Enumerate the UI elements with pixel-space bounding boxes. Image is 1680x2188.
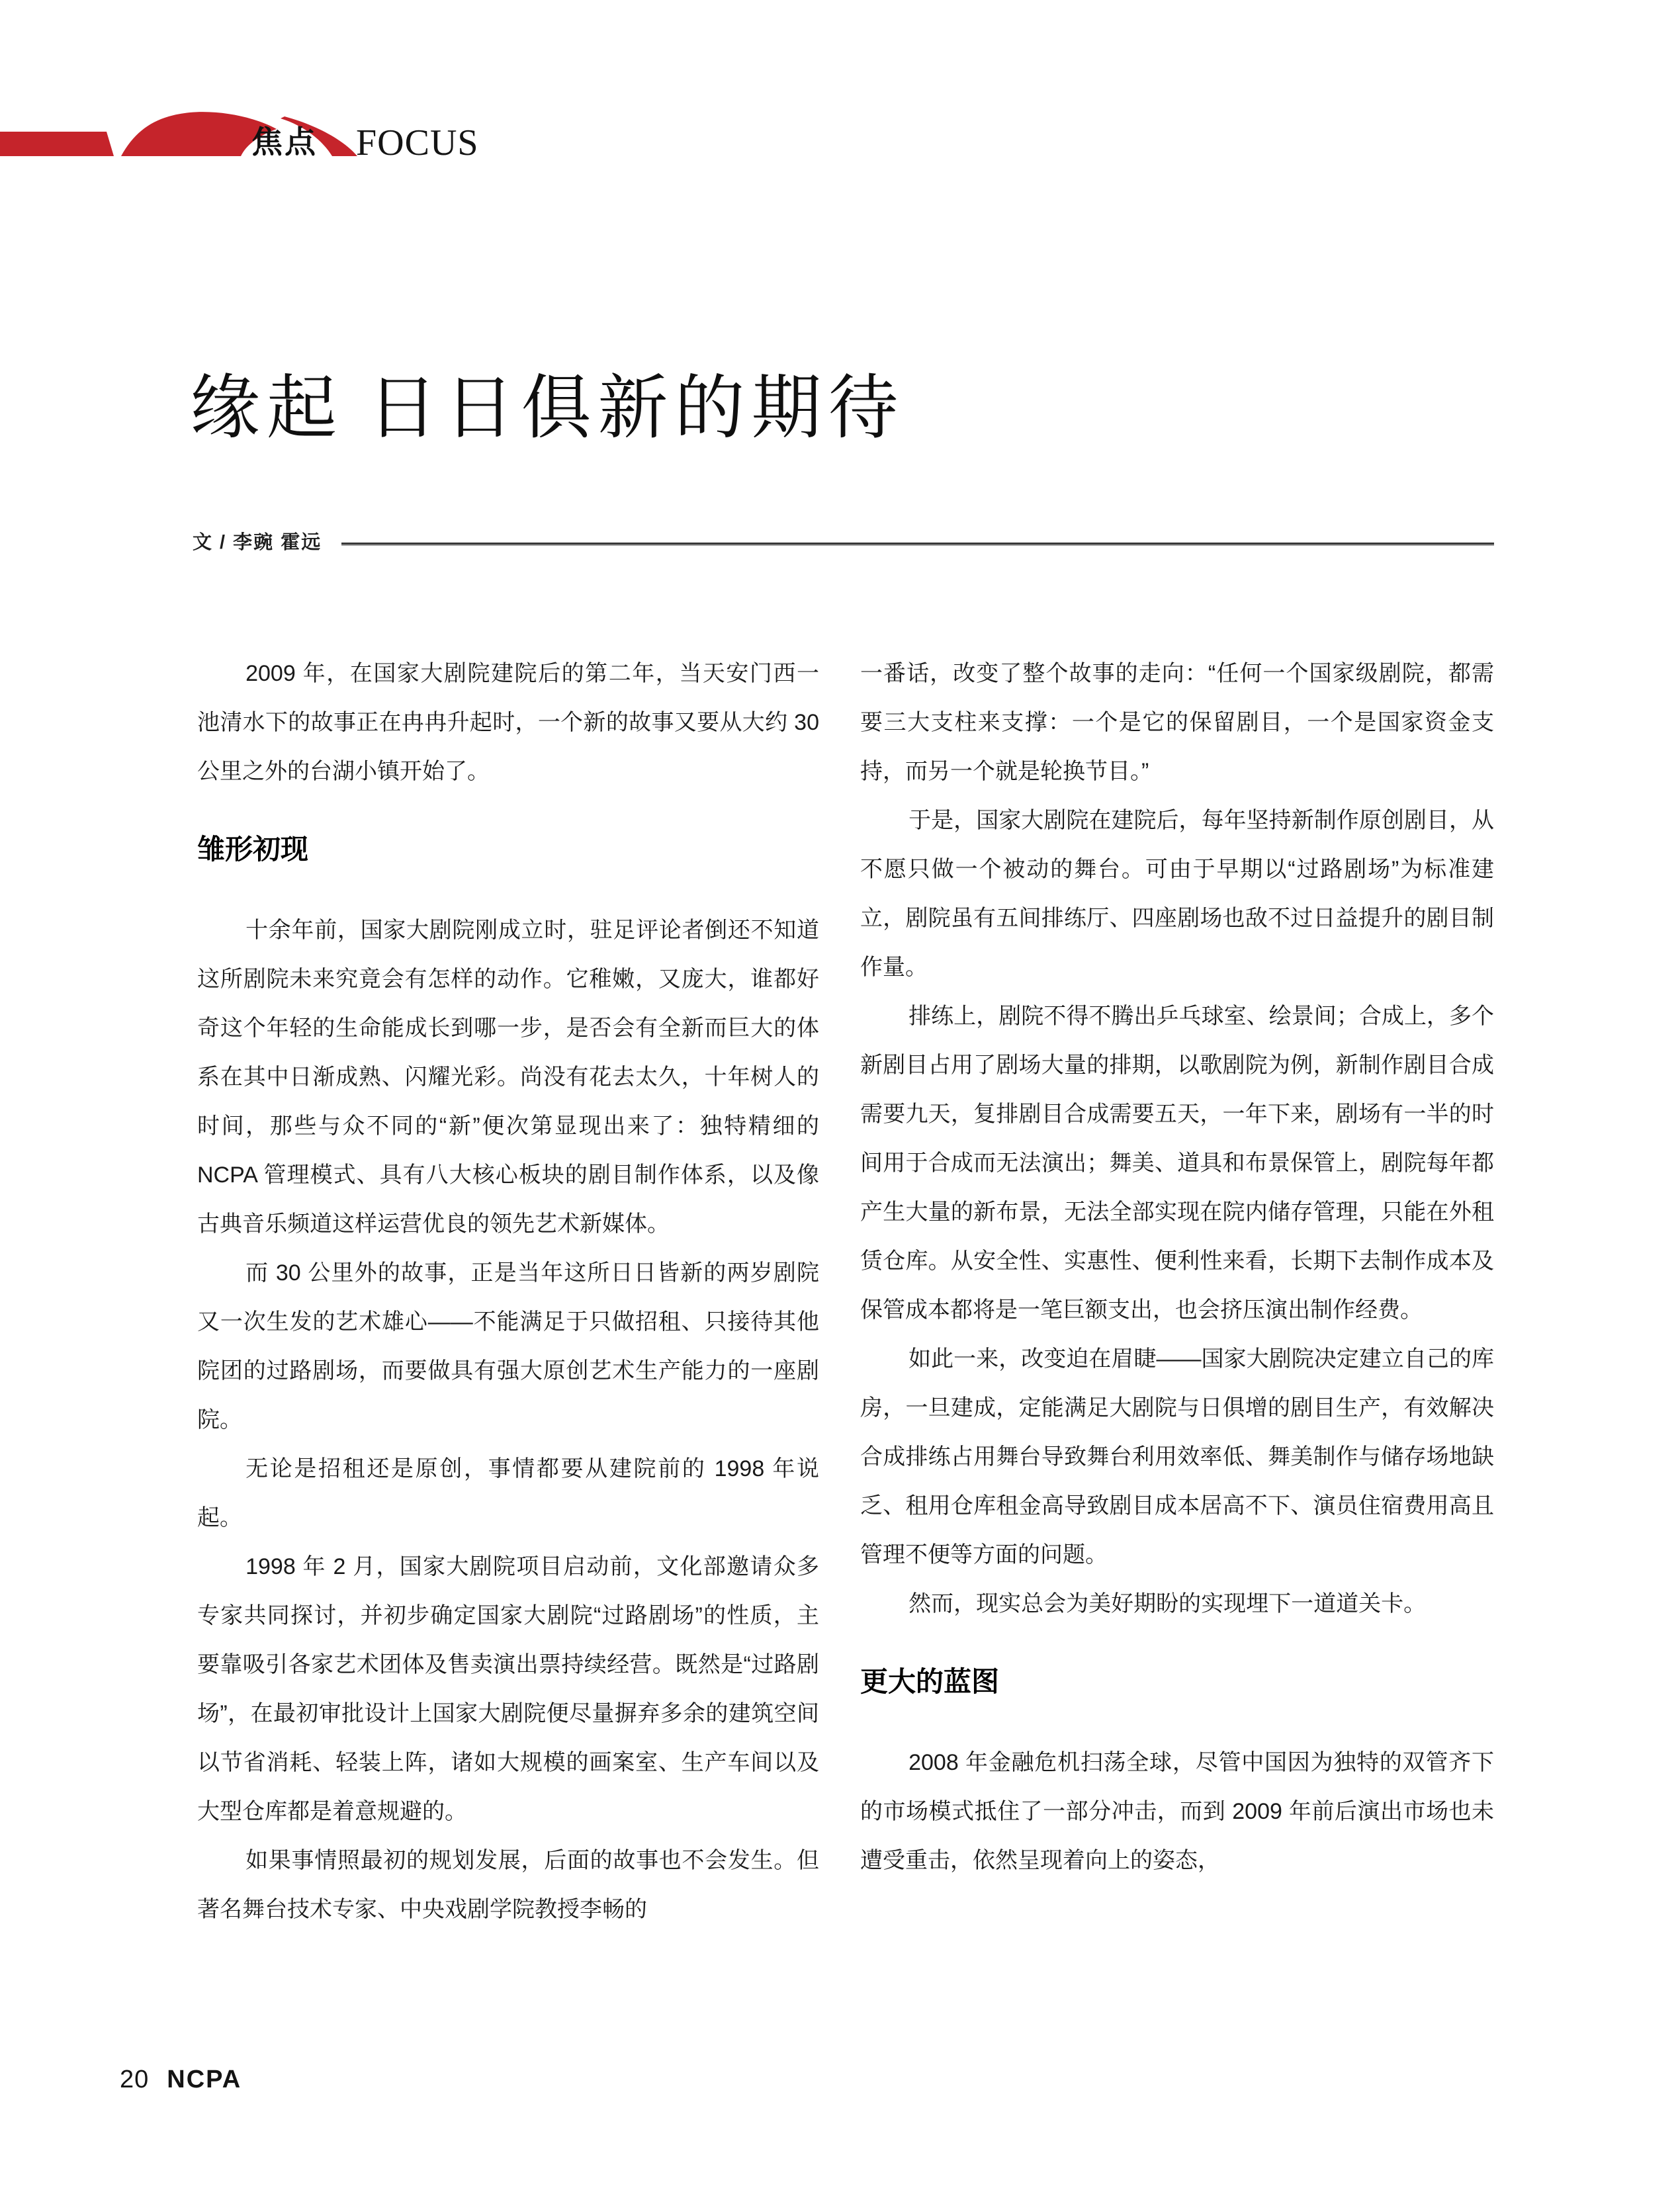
article-title: 缘起 日日俱新的期待 xyxy=(190,370,905,447)
section-tag-cn: 焦点 xyxy=(251,124,318,159)
byline-rule xyxy=(341,543,1494,546)
left-column xyxy=(197,649,819,1934)
section-subheading: 更大的蓝图 xyxy=(860,1666,1000,1697)
section-tag-en: FOCUS xyxy=(356,122,479,163)
body-paragraph: 然而，现实总会为美好期盼的实现埋下一道道关卡。 xyxy=(908,1591,1427,1616)
page-number: 20 xyxy=(120,2066,150,2093)
focus-section-banner xyxy=(0,111,503,171)
body-paragraph: 1998 年 2 月，国家大剧院项目启动前，文化部邀请众多专家共同探讨，并初步确定国家大剧院“过路剧场”的性质，主要靠吸引各家艺术团体及售卖演出票持续经营。既然是“过路剧场”，在最初审批设计上国家大剧院便尽量摒弃多余的建筑空间以节省消耗、轻装上阵，诸如大规模的画案室、生产车间以及大型仓库都是着意规避的。 xyxy=(197,1554,819,1824)
body-paragraph: 如果事情照最初的规划发展，后面的故事也不会发生。但著名舞台技术专家、中央戏剧学院教授李畅的 xyxy=(197,1848,819,1922)
page-footer xyxy=(120,2066,242,2094)
red-bar-shape xyxy=(0,132,114,156)
body-paragraph: 于是，国家大剧院在建院后，每年坚持新制作原创剧目，从不愿只做一个被动的舞台。可由于早期以“过路剧场”为标准建立，剧院虽有五间排练厅、四座剧场也敌不过日益提升的剧目制作量。 xyxy=(860,808,1494,980)
body-paragraph: 无论是招租还是原创，事情都要从建院前的 1998 年说起。 xyxy=(197,1456,819,1530)
body-paragraph: 十余年前，国家大剧院刚成立时，驻足评论者倒还不知道这所剧院未来究竟会有怎样的动作。它稚嫩，又庞大，谁都好奇这个年轻的生命能成长到哪一步，是否会有全新而巨大的体系在其中日渐成熟、闪耀光彩。尚没有花去太久，十年树人的时间，那些与众不同的“新”便次第显现出来了：独特精细的 NCPA 管理模式、具有八大核心板块的剧目制作体系，以及像古典音乐频道这样运营优良的领先艺术新媒体。 xyxy=(197,918,819,1237)
body-paragraph: 2009 年，在国家大剧院建院后的第二年，当天安门西一池清水下的故事正在冉冉升起时，一个新的故事又要从大约 30 公里之外的台湖小镇开始了。 xyxy=(197,661,819,784)
journal-name: NCPA xyxy=(167,2066,242,2093)
right-column xyxy=(860,649,1494,1885)
byline: 文 / 李豌 霍远 xyxy=(193,532,322,553)
body-paragraph: 如此一来，改变迫在眉睫——国家大剧院决定建立自己的库房，一旦建成，定能满足大剧院与日俱增的剧目生产，有效解决合成排练占用舞台导致舞台利用效率低、舞美制作与储存场地缺乏、租用仓库租金高导致剧目成本居高不下、演员住宿费用高且管理不便等方面的问题。 xyxy=(860,1346,1494,1567)
body-paragraph: 一番话，改变了整个故事的走向：“任何一个国家级剧院，都需要三大支柱来支撑：一个是它的保留剧目，一个是国家资金支持，而另一个就是轮换节目。” xyxy=(860,661,1494,784)
body-paragraph: 2008 年金融危机扫荡全球，尽管中国因为独特的双管齐下的市场模式抵住了一部分冲击，而到 2009 年前后演出市场也未遭受重击，依然呈现着向上的姿态， xyxy=(860,1750,1494,1873)
section-subheading: 雏形初现 xyxy=(197,834,309,865)
body-paragraph: 而 30 公里外的故事，正是当年这所日日皆新的两岁剧院又一次生发的艺术雄心——不能满足于只做招租、只接待其他院团的过路剧场，而要做具有强大原创艺术生产能力的一座剧院。 xyxy=(197,1260,819,1432)
body-paragraph: 排练上，剧院不得不腾出乒乓球室、绘景间；合成上，多个新剧目占用了剧场大量的排期，以歌剧院为例，新制作剧目合成需要九天，复排剧目合成需要五天，一年下来，剧场有一半的时间用于合成而无法演出；舞美、道具和布景保管上，剧院每年都产生大量的新布景，无法全部实现在院内储存管理，只能在外租赁仓库。从安全性、实惠性、便利性来看，长期下去制作成本及保管成本都将是一笔巨额支出，也会挤压演出制作经费。 xyxy=(860,1004,1494,1323)
